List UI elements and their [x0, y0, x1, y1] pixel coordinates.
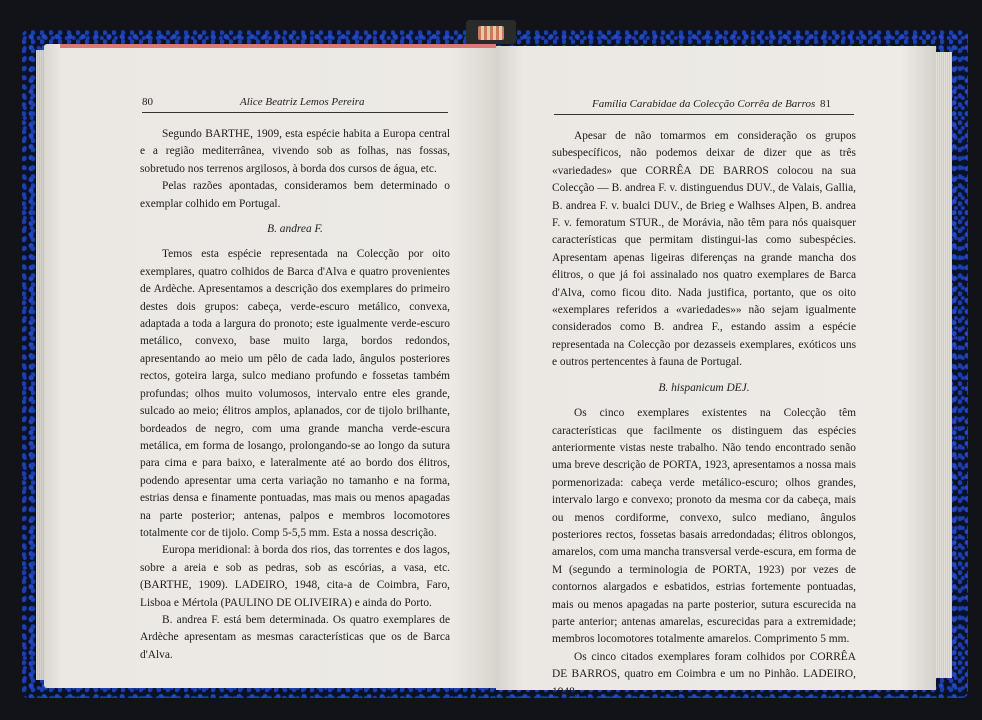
left-paragraph-5: B. andrea F. está bem determinada. Os quatro exemplares de Ardèche apresentam as mesmas características que os de Barca d'Alva.: [140, 613, 450, 661]
page-top-edge: [60, 44, 496, 48]
right-header-rule: [554, 114, 854, 115]
right-page-edges: [934, 52, 952, 678]
right-section-heading: B. hispanicum DEJ.: [658, 381, 750, 394]
book-spine: [466, 20, 516, 44]
left-page: [44, 44, 496, 688]
left-paragraph-1: Segundo BARTHE, 1909, esta espécie habita a Europa central e a região mediterrânea, vivendo sob as folhas, nas fossas, sobretudo nos terrenos argilosos, à borda dos cursos de água, etc.: [140, 128, 450, 175]
left-running-head: Alice Beatriz Lemos Pereira: [240, 96, 365, 108]
left-page-number: 80: [142, 96, 153, 108]
left-header-rule: [142, 112, 448, 113]
right-body: [552, 128, 856, 701]
right-paragraph-3: Os cinco citados exemplares foram colhidos por CORRÊA DE BARROS, quatro em Coimbra e um no Pinhão. LADEIRO, 1948,: [552, 650, 856, 698]
right-paragraph-1: Apesar de não tomarmos em consideração os grupos subespecíficos, não podemos deixar de dizer que as três «variedades» que CORRÊA DE BARROS colocou na sua Colecção — B. andrea F. v. distinguendus DUV., de Valais, Gallia, B. andrea F. v. bualci DUV., de Brieg e Walhses Alpen, B. andrea F. v. femoratum STUR., de Morávia, não têm para nós quaisquer características que permitam distingui-las como subespécies. Apresentam apenas ligeiras diferenças na grande mancha dos élitros, o que já foi assinalado nos quatro exemplares de Barca d'Alva, como ficou dito. Nada justifica, portanto, que os oito «exemplares referidos a «variedades»» não sejam igualmente considerados como B. andrea F., estando assim a espécie representada na Colecção por dezasseis exemplares, exóticos uns e outros pertencentes à fauna de Portugal.: [552, 130, 856, 369]
left-body: [140, 126, 450, 664]
right-paragraph-2: Os cinco exemplares existentes na Colecção têm características que facilmente os distinguem das espécies anteriormente vistas neste trabalho. Não tendo encontrado senão uma breve descrição de PORTA, 1923, apresentamos a nossa mais pormenorizada: cabeça verde metálico-escuro; olhos grandes, intervalo largo e convexo; pronoto da mesma cor da cabeça, mais ou menos cordiforme, convexo, sulco mediano, ângulos posteriores rectos, fossetas basais arredondadas; élitros oblongos, amarelos, com uma mancha transversal verde-escura, em forma de M (segundo a terminologia de PORTA, 1923) por vezes de contornos alargados e esbatidos, estrias fortemente pontuadas, mais ou menos apagadas na parte posterior, sutura escurecida na parte anterior; antenas amarelas, escurecidas para a extremidade; membros locomotores totalmente amarelos. Comprimento 5 mm.: [552, 407, 856, 646]
left-section-heading: B. andrea F.: [267, 223, 323, 236]
right-page-number: 81: [820, 98, 831, 110]
left-paragraph-3: Temos esta espécie representada na Colecção por oito exemplares, quatro colhidos de Barca d'Alva e quatro provenientes de Ardèche. Apresentamos a descrição dos exemplares do primeiro destes dois grupos: cabeça, verde-escuro metálico, convexa, adaptada a toda a largura do pronoto; este igualmente verde-escuro metálico, convexo, base muito larga, bordos redondos, apresentando ao meio um pêlo de cada lado, ângulos posteriores rectos, goteira larga, sulco mediano profundo e fossetas também profundas; olhos muito volumosos, intervalo entre eles grande, sulcado ao meio; élitros amplos, aplanados, cor de tijolo brilhante, bordeados de negro, com uma grande mancha verde-escura metálica, em forma de losango, prolongando-se ao longo da sutura para cima e para baixo, e lateralmente até ao bordo dos élitros, podendo apresentar uma certa variação no tamanho e na forma, estrias densa e finamente pontuadas, mas mais ou menos apagadas na parte posterior; antenas, palpos e membros locomotores totalmente cor de tijolo. Comp 5-5,5 mm. Esta a nossa descrição.: [140, 248, 450, 539]
right-page: [496, 46, 936, 698]
left-paragraph-2: Pelas razões apontadas, consideramos bem determinado o exemplar colhido em Portugal.: [140, 180, 450, 210]
right-running-head: Família Carabidae da Colecção Corrêa de Barros: [592, 98, 816, 110]
left-paragraph-4: Europa meridional: à borda dos rios, das torrentes e dos lagos, sobre a areia e sob as pedras, sob as escórias, a vasa, etc. (BARTHE, 1909). LADEIRO, 1948, cita-a de Coimbra, Faro, Lisboa e Mértola (PAULINO DE OLIVEIRA) e ainda do Porto.: [140, 544, 450, 609]
